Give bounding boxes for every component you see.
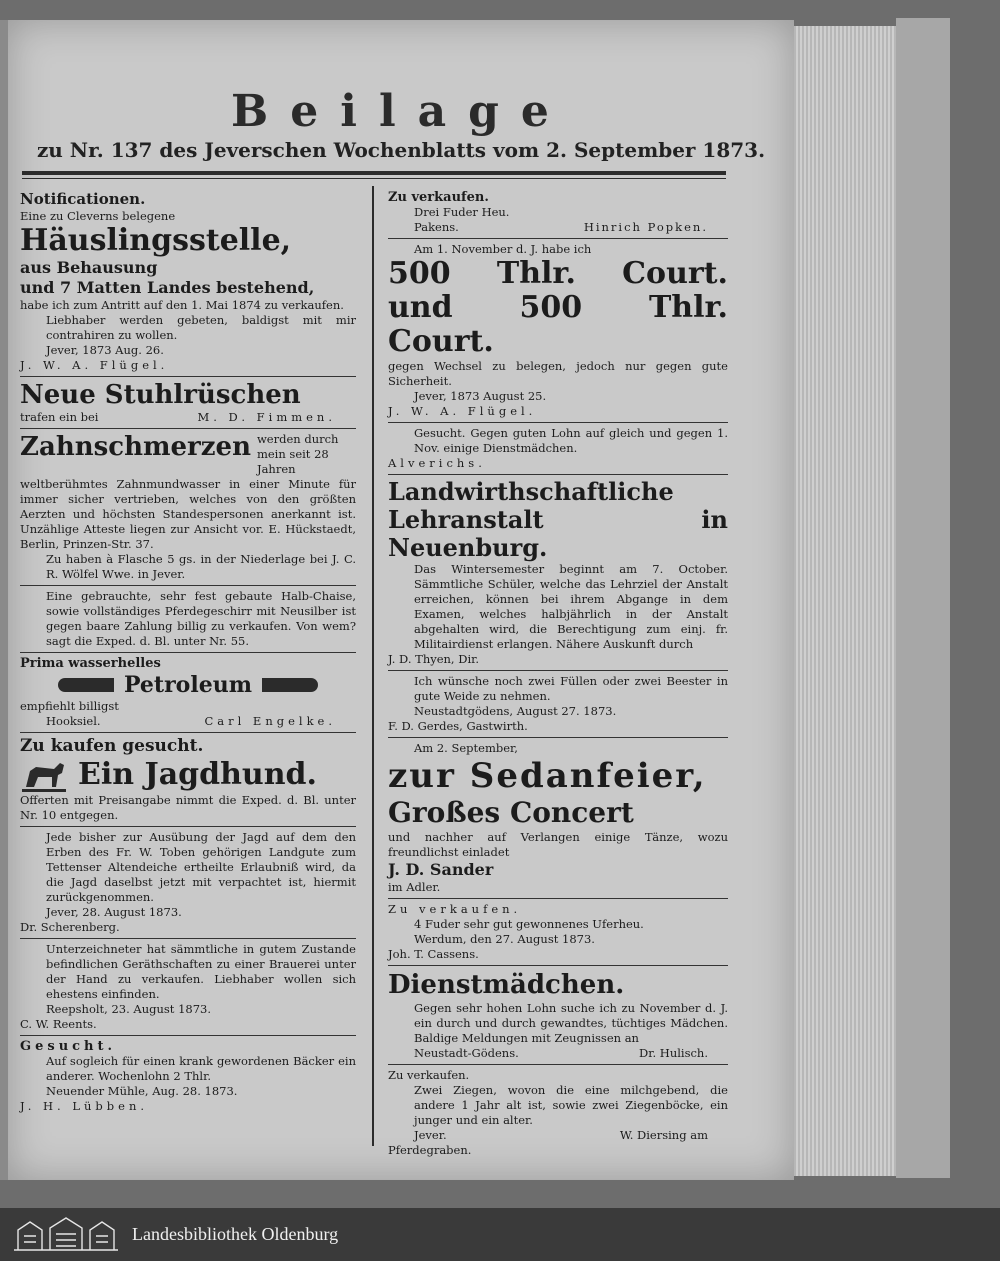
ad-halb-chaise [20, 589, 356, 649]
ad-place: Neustadtgödens, August 27. 1873. [414, 704, 617, 718]
ad-place: Neustadt-Gödens. [414, 1046, 519, 1060]
ad-brauerei [20, 942, 356, 1032]
column-divider [372, 186, 374, 1146]
ad-separator [20, 938, 356, 939]
ad-signature: M. D. Fimmen. [197, 410, 336, 424]
ad-intro: Am 1. November d. J. habe ich [414, 242, 592, 256]
ad-intro: Eine zu Cleverns belegene [20, 209, 176, 223]
ad-text: und nachher auf Verlangen einige Tänze, wozu freundlichst einladet [388, 830, 728, 859]
ad-signature: Dr. Scherenberg. [20, 920, 120, 934]
ad-text: Gegen sehr hohen Lohn suche ich zu November d. J. ein durch und durch gewandtes, tüchtiges Mädchen. Baldige Meldungen mit Zeugnissen an [414, 1001, 728, 1045]
ad-place: Jever. [414, 1128, 447, 1142]
ad-separator [20, 1035, 356, 1036]
ad-text: 4 Fuder sehr gut gewonnenes Uferheu. [414, 917, 644, 931]
ad-haeuslingsstelle [20, 190, 356, 373]
ad-headline: 500 Thlr. Court. und 500 Thlr. Court. [388, 256, 728, 359]
ad-separator [20, 428, 356, 429]
library-name: Landesbibliothek Oldenburg [132, 1224, 339, 1244]
ad-separator [388, 1064, 728, 1065]
ad-heu [388, 190, 728, 235]
ad-headline: Ein Jagdhund. [78, 757, 317, 792]
ad-ziegen [388, 1068, 728, 1158]
ad-signature: C. W. Reents. [20, 1017, 97, 1031]
header-rule-thin [22, 178, 726, 179]
hunting-dog-icon [20, 757, 68, 793]
ad-dienstmaedchen [388, 969, 728, 1061]
ad-zahnschmerzen [20, 432, 356, 582]
right-column [388, 190, 728, 1158]
library-footer [0, 1208, 1000, 1261]
ad-headline: Petroleum [123, 672, 252, 698]
left-column [20, 190, 356, 1114]
ad-text: Das Wintersemester beginnt am 7. October. Sämmtliche Schüler, welche das Lehrziel der Anstalt erreichen, können bei ihrem Abgange in dem Examen, welches halbjährlich in der Anstalt abgehalten wird, die Berechtigung zum einj. fr. Militairdienst erlangen. Nähere Auskunft durch [414, 562, 728, 651]
ad-jagd-erlaubniss [20, 830, 356, 935]
ad-signature-line: im Adler. [388, 880, 441, 894]
ad-signature: J. D. Sander [388, 860, 494, 879]
ad-heading: Gesucht. [20, 1039, 117, 1054]
ad-place: Jever, 1873 Aug. 26. [46, 343, 164, 357]
ad-text: Zu haben à Flasche 5 gs. in der Niederlage bei J. C. R. Wölfel Wwe. in Jever. [46, 552, 356, 581]
ad-headline-2: Großes Concert [388, 796, 634, 829]
ad-heading: Notificationen. [20, 190, 146, 208]
ad-separator [388, 737, 728, 738]
ad-headline: Dienstmädchen. [388, 970, 625, 1000]
pointing-hand-icon [262, 678, 318, 692]
ad-heading: Zu verkaufen. [388, 902, 522, 916]
ad-separator [388, 238, 728, 239]
ad-signature: F. D. Gerdes, Gastwirth. [388, 719, 528, 733]
ad-text: Gesucht. Gegen guten Lohn auf gleich und gegen 1. Nov. einige Dienstmädchen. [414, 426, 728, 455]
ad-signature: Alverichs. [388, 456, 486, 470]
book-cover-edge [896, 18, 950, 1178]
pointing-hand-icon [58, 678, 114, 692]
ad-place: Pakens. [414, 220, 459, 234]
ad-place: Werdum, den 27. August 1873. [414, 932, 595, 946]
ad-headline: Zahnschmerzen [20, 432, 251, 462]
ad-text: Zwei Ziegen, wovon die eine milchgebend, die andere 1 Jahr alt ist, sowie zwei Ziegenböcke, ein junger und ein alter. [414, 1083, 728, 1127]
ad-text: Drei Fuder Heu. [414, 205, 510, 219]
ad-signature: Joh. T. Cassens. [388, 947, 479, 961]
library-building-icon [10, 1214, 122, 1254]
ad-separator [388, 965, 728, 966]
ad-thaler-court [388, 242, 728, 419]
ad-text: trafen ein bei [20, 410, 99, 424]
ad-signature-line: Pferdegraben. [388, 1143, 472, 1157]
ad-baecker [20, 1039, 356, 1114]
page-title: Beilage [231, 86, 571, 137]
ad-heading: Zu verkaufen. [388, 190, 489, 205]
ad-side-text: werden durch mein seit 28 Jahren [256, 432, 339, 476]
ad-text: Offerten mit Preisangabe nimmt die Exped. d. Bl. unter Nr. 10 entgegen. [20, 793, 356, 822]
ad-petroleum [20, 656, 356, 729]
ad-text: Auf sogleich für einen krank gewordenen Bäcker ein anderer. Wochenlohn 2 Thlr. [46, 1054, 356, 1083]
ad-signature: J. W. A. Flügel. [20, 358, 169, 372]
ad-intro: Am 2. September, [414, 741, 518, 755]
ad-line: Prima wasserhelles [20, 656, 161, 671]
ad-headline: zur Sedanfeier, [388, 756, 707, 796]
ad-signature: Dr. Hulisch. [639, 1046, 708, 1060]
header-rule [22, 171, 726, 175]
ad-heading: Zu kaufen gesucht. [20, 736, 204, 756]
ad-sedanfeier [388, 741, 728, 895]
ad-separator [20, 585, 356, 586]
ad-text: Eine gebrauchte, sehr fest gebaute Halb-Chaise, sowie vollständiges Pferdegeschirr mit Neusilber ist gegen baare Zahlung billig zu verkaufen. Von wem? sagt die Exped. d. Bl. unter Nr. 55. [46, 589, 356, 648]
ad-place: Jever, 28. August 1873. [46, 905, 182, 919]
ad-signature: J. H. Lübben. [20, 1099, 149, 1113]
ad-lehranstalt [388, 478, 728, 667]
ad-separator [388, 422, 728, 423]
ad-jagdhund [20, 736, 356, 823]
ad-place: Reepsholt, 23. August 1873. [46, 1002, 211, 1016]
ad-uferheu [388, 902, 728, 962]
ad-separator [20, 652, 356, 653]
ad-place: Hooksiel. [46, 714, 101, 728]
ad-signature: J. W. A. Flügel. [388, 404, 537, 418]
ad-separator [388, 670, 728, 671]
ad-text: Ich wünsche noch zwei Füllen oder zwei Beester in gute Weide zu nehmen. [414, 674, 728, 703]
ad-separator [20, 376, 356, 377]
ad-place: Neuender Mühle, Aug. 28. 1873. [46, 1084, 238, 1098]
newspaper-page [8, 20, 794, 1180]
ad-signature: W. Diersing am [619, 1128, 708, 1142]
ad-heading: Zu verkaufen. [388, 1068, 470, 1082]
page-subtitle: zu Nr. 137 des Jeverschen Wochenblatts vom 2. September 1873. [36, 138, 766, 162]
ad-line: und 7 Matten Landes bestehend, [20, 278, 315, 297]
ad-text: Liebhaber werden gebeten, baldigst mit mir contrahiren zu wollen. [46, 313, 356, 342]
ad-signature: Hinrich Popken. [583, 220, 708, 234]
ad-stuhlrueschen [20, 380, 356, 425]
ad-text: habe ich zum Antritt auf den 1. Mai 1874 zu verkaufen. [20, 298, 344, 312]
ad-signature: Carl Engelke. [204, 714, 336, 728]
ad-headline: Landwirthschaftliche Lehranstalt in Neuenburg. [388, 477, 728, 562]
ad-headline: Häuslingsstelle, [20, 223, 292, 258]
ad-place: Jever, 1873 August 25. [414, 389, 547, 403]
ad-separator [20, 826, 356, 827]
ad-text: weltberühmtes Zahnmundwasser in einer Minute für immer sicher vertrieben, welches von den größten Aerzten und höchsten Standespersonen anerkannt ist. Unzählige Atteste liegen zur Ansicht vor. E. Hückstaedt, Berlin, Prinzen-Str. 37. [20, 477, 356, 551]
ad-text: Jede bisher zur Ausübung der Jagd auf dem den Erben des Fr. W. Toben gehörigen Landgute zum Tettenser Altendeiche ertheilte Erlaubniß wird, da die Jagd daselbst jetzt mit verpachtet ist, hiermit zurückgenommen. [46, 830, 356, 904]
ad-dienstmaedchen-gesucht [388, 426, 728, 471]
ad-text: empfiehlt billigst [20, 699, 119, 713]
ad-signature: J. D. Thyen, Dir. [388, 652, 480, 666]
ad-line: aus Behausung [20, 258, 158, 277]
ad-text: gegen Wechsel zu belegen, jedoch nur gegen gute Sicherheit. [388, 359, 728, 388]
ad-fuellen [388, 674, 728, 734]
ad-text: Unterzeichneter hat sämmtliche in gutem Zustande befindlichen Geräthschaften zu einer Brauerei unter der Hand zu verkaufen. Liebhaber wollen sich ehestens einfinden. [46, 942, 356, 1001]
ad-separator [388, 474, 728, 475]
ad-headline: Neue Stuhlrüschen [20, 380, 301, 410]
page-stack-edges [792, 26, 900, 1176]
ad-separator [20, 732, 356, 733]
ad-separator [388, 898, 728, 899]
